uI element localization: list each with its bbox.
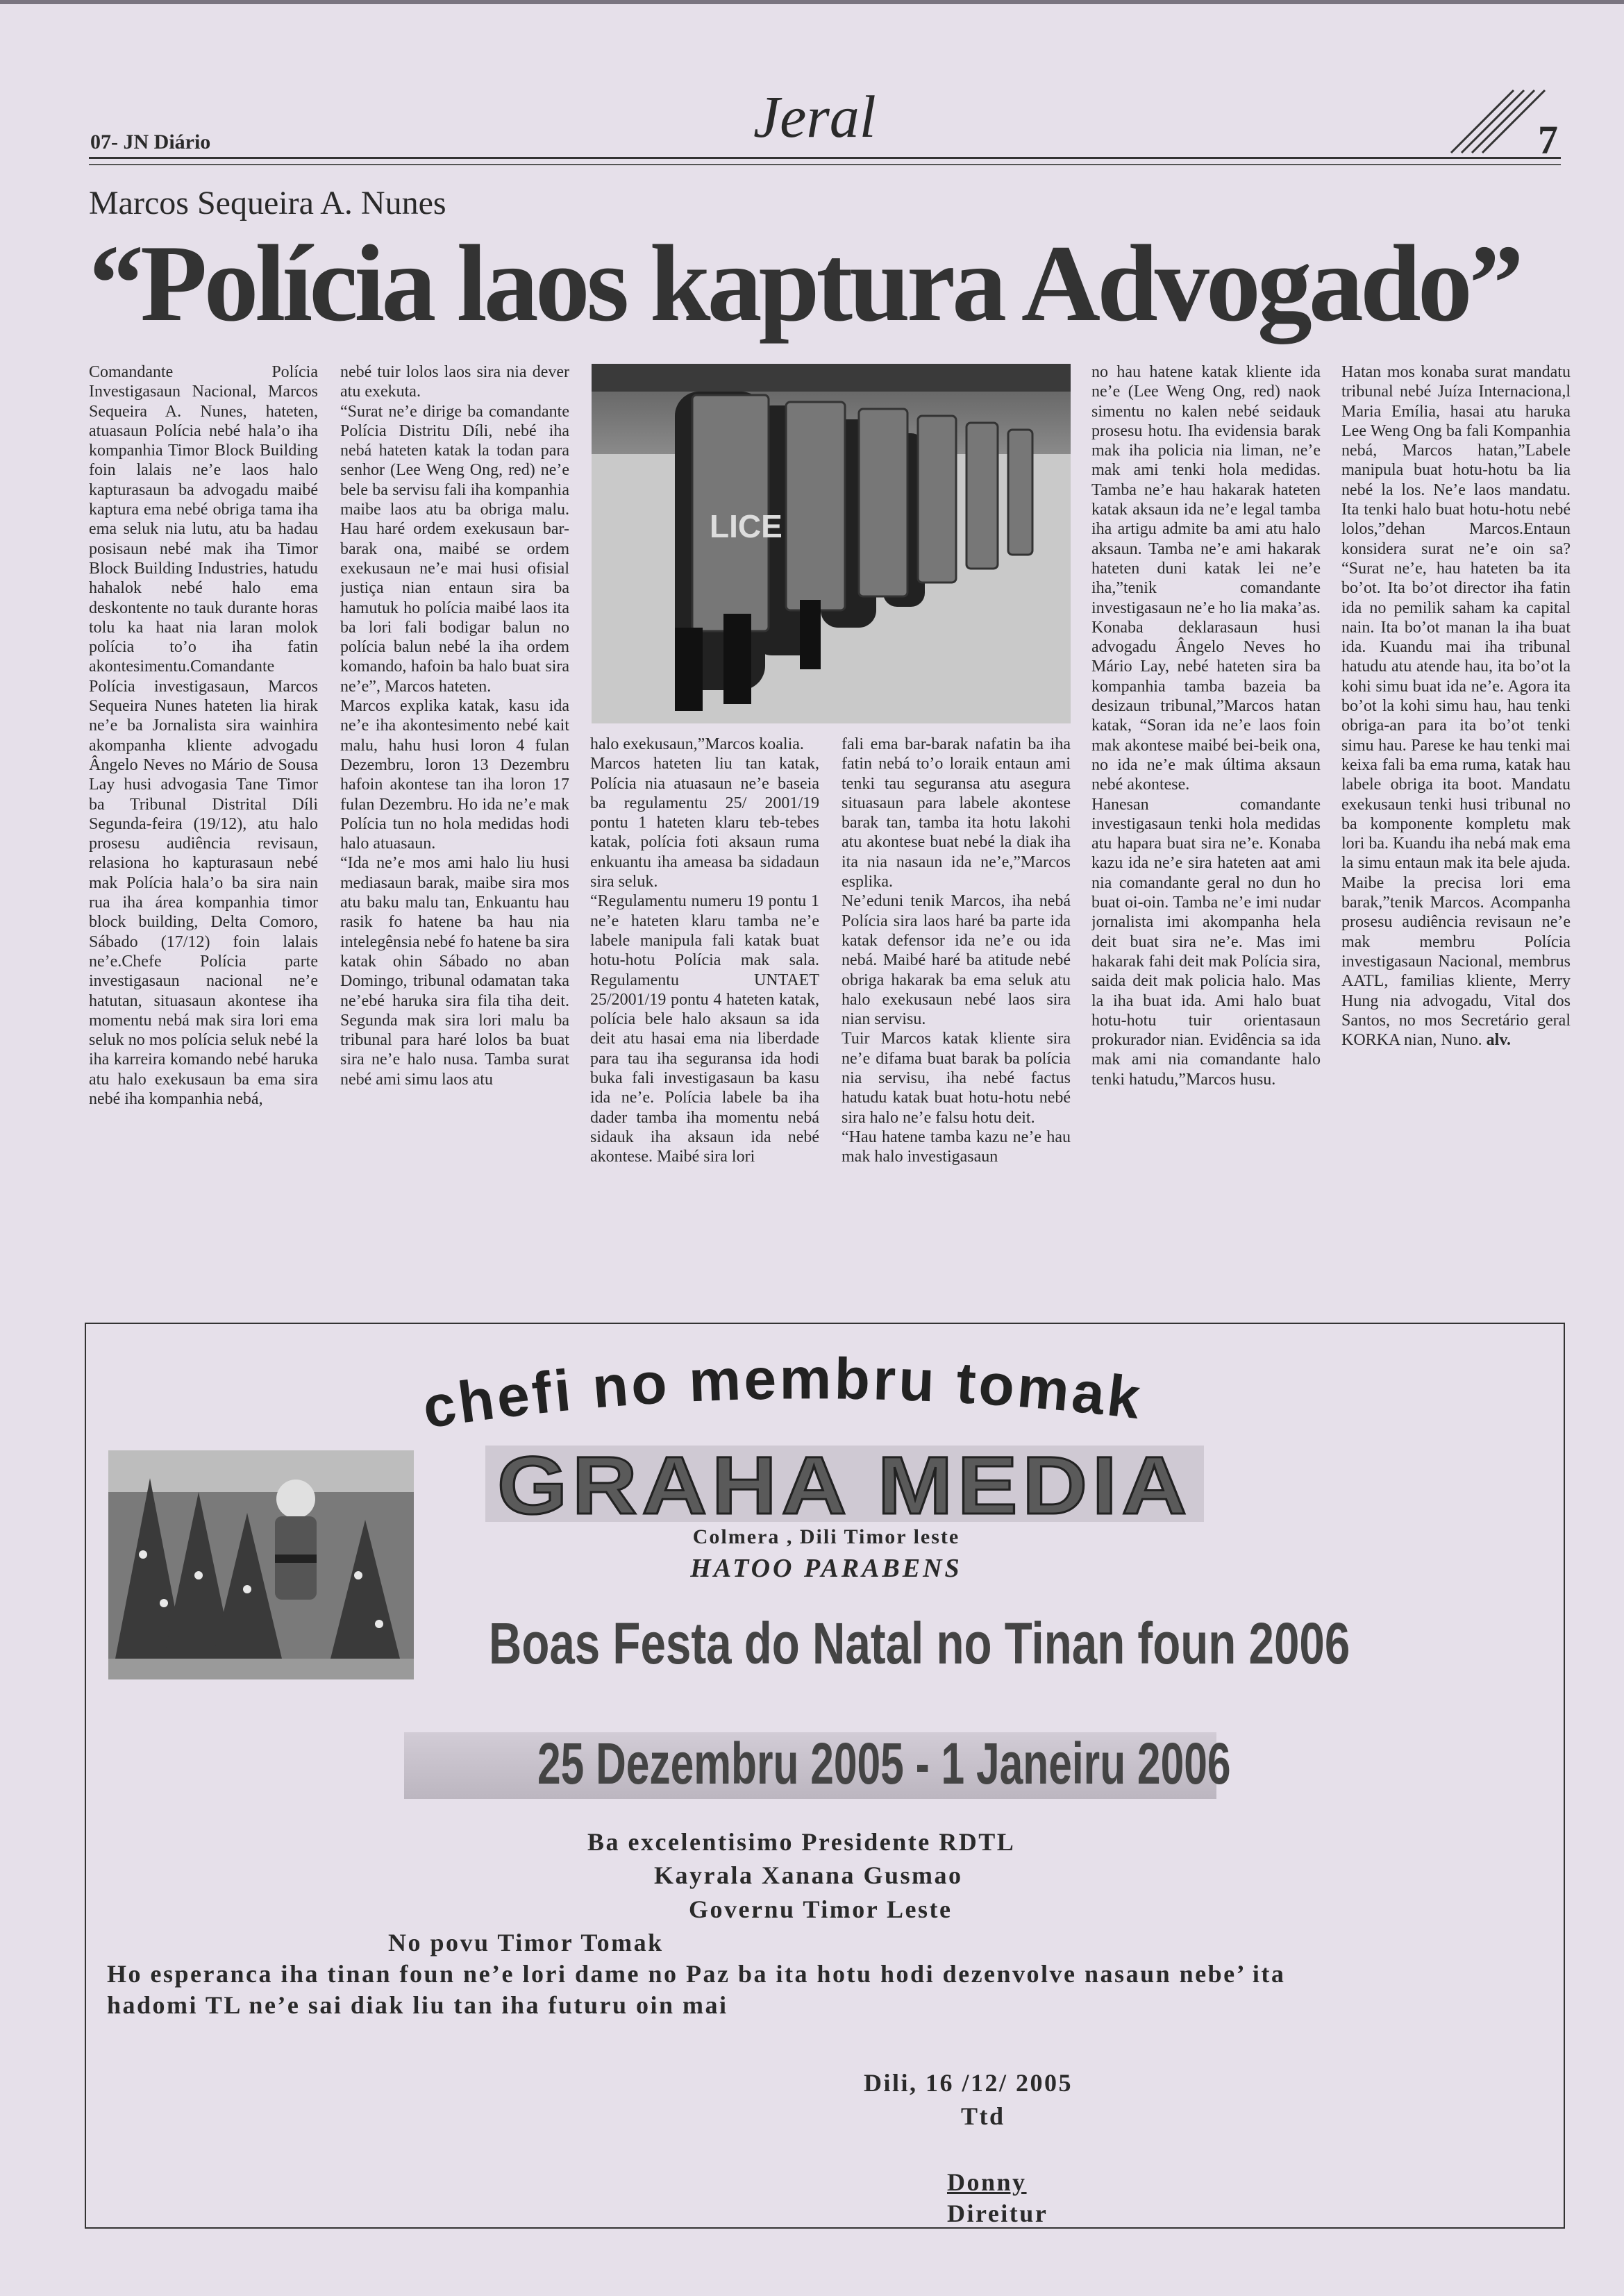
article-signature: alv.	[1486, 1031, 1512, 1050]
message-line-2: hadomi TL ne’e sai diak liu tan iha futuru oin mai	[107, 1991, 728, 2019]
ad-location: Colmera , Dili Timor leste	[692, 1525, 960, 1548]
shield-text: LICE	[710, 508, 782, 544]
hatch-decoration-icon	[1444, 87, 1548, 156]
article-column-2: nebé tuir lolos laos sira nia dever atu exekuta. “Surat ne’e dirige ba comandante Polícia Distritu Díli, nebé iha nebá hateten katak la todan para senhor (Lee Weng Ong, red) ne’e bele ba servisu fali iha kompanhia maibe laos atu ba obriga malu. Hau haré ordem exekusaun bar-barak ona, maibé se ordem exekusaun ne’e mai husi ofisial justiça nian entaun sira ba hamutuk ho polícia maibé laos ita ba lori fali bodigar balun no polícia balun nebé la iha ordem komando, hafoin ba halo buat sira ne’e”, Marcos hateten. Marcos explika katak, kasu ida ne’e iha akontesimento nebé kait malu, hahu husi loron 4 fulan Dezembru, loron 13 Dezembru hafoin akontese tan iha loron 17 fulan Dezembru. Ho ida ne’e mak Polícia tun no hola medidas hodi halo atuasaun. “Ida ne’e mos ami halo liu husi mediasaun barak, maibe sira mos atu baku malu tan, Enkuantu hau rasik fo hatene ba hau nia intelegênsia nebé fo hatene ba sira katak ohin Sábado no aban Domingo, tribunal odamatan taka ne’ebé haruka sira fila tiha deit. Segunda mak sira lori malu ba tribunal para haré lolos ba buat sira ne’e halo nusa. Tamba surat nebé ami simu laos atu	[340, 363, 569, 1089]
article-column-5: no hau hatene katak kliente ida ne’e (Lee Weng Ong, red) naok simentu no kalen nebé seidauk prosesu hotu. Iha evidensia barak mak iha policia nia liman, ne’e mak ami tenki hola medidas. Tamba ne’e hau hakarak hateten katak aksaun ida ne’e legal tamba iha artigu admite ba ami atu halo aksaun. Tamba ne’e ami hakarak hateten duni katak lei ne’e iha,”tenik comandante investigasaun ne’e ho lia maka’as. Konaba deklarasaun husi advogadu Ângelo Neves ho Mário Lay, nebé hateten sira ba kompanhia tamba bazeia ba desizaun tribunal,”Marcos hatan katak, “Soran ida ne’e laos foin mak akontese maibé bei-beik ona, no ida ne’e mak última aksaun nebé akontese. Hanesan comandante investigasaun tenki hola medidas atu hapara buat sira ne’e. Konaba kazu ida ne’e sira hateten aat ami nia comandante geral no dun ho buat oi-oin. Tamba ne’e imi nudar jornalista imi akompanha hela deit buat sira ne’e. Mas imi hakarak fahi deit mak Polícia sira, saida deit mak policia halo. Mas la iha buat ida. Ami halo buat hotu-hotu tuir orientasaun prokurador nian. Evidência sa ida mak ami nia comandante halo tenki hatudu,”Marcos husu.	[1091, 363, 1321, 1089]
article-column-4: fali ema bar-barak nafatin ba iha fatin nebá to’o loraik entaun ami tenki tau seguransa atu asegura situasaun para labele akontese barak tan, tamba ita hotu lakohi atu akontese buat nebé la diak iha ita nia nasaun ida ne’e,”Marcos esplika. Ne’eduni tenik Marcos, iha nebá Polícia sira laos haré ba parte ida katak defensor ida ne’e ou ida nebá. Maibé haré ba atitude nebé obriga hakarak ba ema seluk atu halo exekusaun nebé laos sira nian servisu. Tuir Marcos katak kliente sira ne’e difama buat barak ba polícia nia servisu, iha nebé factus hatudu katak buat hotu-hotu nebé sira halo ne’e falsu hotu deit. “Hau hatene tamba kazu ne’e hau mak halo investigasaun	[842, 735, 1071, 1166]
people-line: No povu Timor Tomak	[388, 1929, 664, 1956]
ad-greeting: HATOO PARABENS	[690, 1554, 962, 1583]
article-column-1: Comandante Polícia Investigasaun Nacional, Marcos Sequeira A. Nunes, hateten, atuasaun Polícia nebé hala’o iha kompanhia Timor Block Building foin lalais ne’e laos halo kapturasaun ba advogadu maibé kaptura ema nebé obriga tama iha ema seluk nia lutu, atu ba hadau posisaun nebé mak iha Timor Block Building Industries, hatudu hahalok nebé halo ema deskontente no tauk durante horas tolu ka haat nia laran molok polícia to’o iha fatin akontesimentu.Comandante Polícia investigasaun, Marcos Sequeira Nunes hateten lia hirak ne’e ba Jornalista sira wainhira akompanha kliente advogadu Ângelo Neves no Mário de Sousa Lay husi advogasia Tane Timor ba Tribunal Distrital Díli Segunda-feira (19/12), atu halo prosesu audiência revisaun, relasiona ho kapturasaun nebé mak Polícia hala’o ba sira nain rua iha área kompanhia timor block building, Delta Comoro, Sábado (17/12) foin lalais ne’e.Chefe Polícia parte investigasaun nacional ne’e hatutan, situasaun akontese iha momentu nebá mak sira lori ema seluk no mos polícia seluk nebé la iha karreira komando nebé haruka atu halo exekusaun ba ema sira nebé iha kompanhia nebá,	[89, 363, 318, 1108]
article-column-3: halo exekusaun,”Marcos koalia. Marcos hateten liu tan katak, Polícia nia atuasaun ne’e baseia ba regulamentu 25/ 2001/19 pontu 1 hateten klaru teb-tebes katak, polícia foti aksaun ruma enkuantu iha ameasa ba sidadaun sira seluk. “Regulamentu numeru 19 pontu 1 ne’e hateten klaru tamba ne’e labele manipula fali katak buat hotu-hotu Polícia mak sala. Regulamentu UNTAET 25/2001/19 pontu 4 hateten katak, polícia bele halo aksaun sa ida deit atu hasai ema nia liberdade para tau iha seguransa ida hodi buka fali investigasaun ba kasu ida ne’e. Polícia labele ba iha dader tamba iha momentu nebá sidauk iha aksaun ida nebé akontese. Maibé sira lori	[590, 735, 819, 1166]
page-number: 7	[1538, 117, 1558, 162]
date-range: 25 Dezembru 2005 - 1 Janeiru 2006	[537, 1731, 1231, 1796]
riot-police-line-photo-icon	[592, 364, 1071, 723]
article-byline: Marcos Sequeira A. Nunes	[89, 185, 446, 221]
recipient-line-2: Kayrala Xanana Gusmao	[654, 1861, 963, 1889]
article-headline: “Polícia laos kaptura Advogado”	[89, 223, 1521, 344]
ttd-label: Ttd	[961, 2102, 1005, 2130]
svg-text:chefi no membru tomak: chefi no membru tomak	[418, 1346, 1147, 1441]
header-rule	[89, 157, 1561, 159]
svg-text:GRAHA MEDIA: GRAHA MEDIA	[497, 1440, 1191, 1532]
section-title: Jeral	[753, 83, 876, 150]
message-line-1: Ho esperanca iha tinan foun ne’e lori dame no Paz ba ita hotu hodi dezenvolve nasaun nebe’ ita	[107, 1960, 1286, 1988]
article-column-6: Hatan mos konaba surat mandatu tribunal nebé Juíza Internaciona,l Maria Emília, hasai atu haruka Lee Weng Ong ba fali Kompanhia nebá, Marcos hatan,”Labele manipula buat hotu-hotu ba lia nebé la los. Ne’e laos mandatu. Ita tenki halo buat hotu-hotu nebé lolos,”dehan Marcos.Entaun konsidera surat ne’e oin sa? “Surat ne’e, hau hateten ba ita bo’ot. Ita bo’ot director iha fatin ida no pemilik saham ka capital nain. Ita bo’ot manan la iha buat ida. Kuandu mai iha tribunal hatudu atu atende hau, ita bo’ot la kohi simu buat ida ne’e. Agora ita bo’ot la kohi simu hau, hau tenki obriga-an para ita bo’ot tenki simu hau. Parese ke hau tenki mai keixa fali ba ema ruma, katak hau labele obriga ita boot. Mandatu exekusaun tenki husi tribunal no ba komponente kompletu mak lori ba. Kuandu iha nebá mak ema la simu entaun mak ita bele ajuda. Maibe la precisa lori ema barak,”tenik Marcos. Acompanha prosesu audiência revisaun ne’e mak membru Polícia investigasaun Nacional, membrus AATL, familias kliente, Merry Hung nia advogadu, Vital dos Santos, no mos Secretário geral KORKA nian, Nuno. alv.	[1341, 363, 1571, 1050]
brand-logo	[485, 1432, 1204, 1536]
signatory-name: Donny	[947, 2168, 1027, 2196]
signatory-title: Direitur	[947, 2199, 1048, 2227]
recipient-line-1: Ba excelentisimo Presidente RDTL	[587, 1828, 1016, 1856]
place-date: Dili, 16 /12/ 2005	[864, 2069, 1073, 2097]
header-rule-secondary	[89, 164, 1561, 165]
season-greeting: Boas Festa do Natal no Tinan foun 2006	[489, 1611, 1350, 1676]
recipient-line-3: Governu Timor Leste	[689, 1895, 953, 1923]
top-border	[0, 0, 1624, 4]
issue-label: 07- JN Diário	[90, 131, 211, 153]
advertisement-box	[85, 1323, 1565, 2229]
